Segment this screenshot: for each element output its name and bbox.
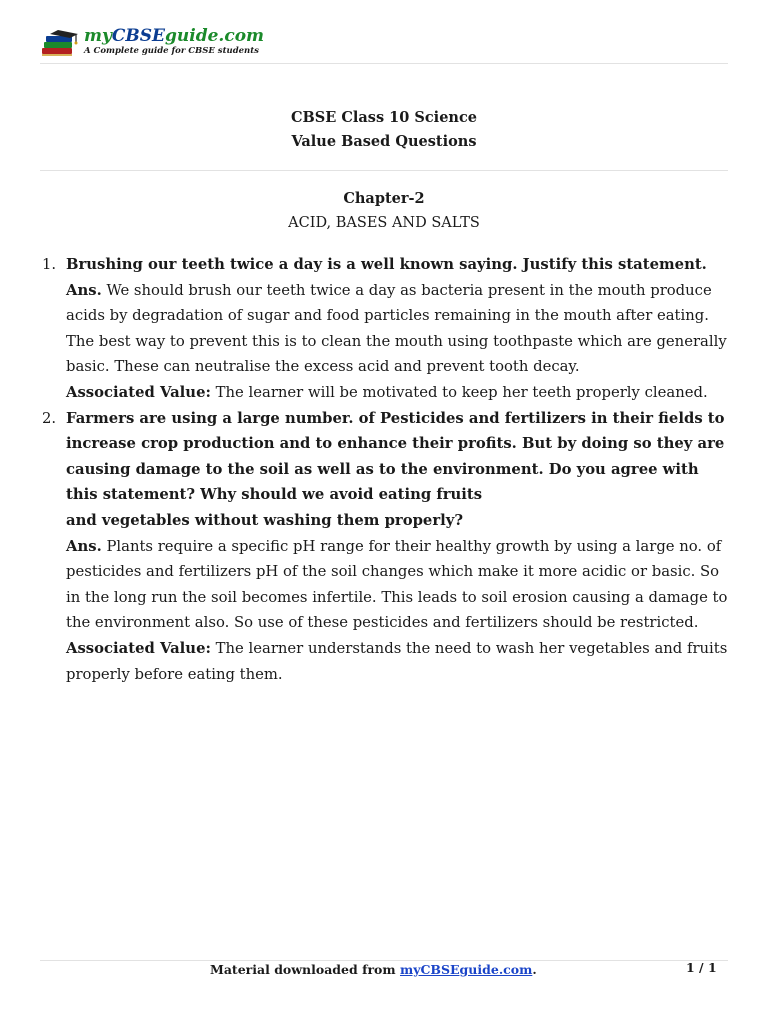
chapter-name: ACID, BASES AND SALTS [288, 215, 480, 231]
question-text: Brushing our teeth twice a day is a well known saying. Justify this statement. [66, 256, 707, 273]
answer-paragraph [66, 278, 728, 380]
question-list [40, 252, 728, 687]
brand-tagline: A Complete guide for CBSE students [84, 46, 259, 56]
title-block [40, 106, 728, 154]
question-item [40, 406, 728, 688]
value-label: Associated Value: [66, 639, 211, 657]
footer-note [210, 962, 537, 977]
value-text: The learner understands the need to wash her vegetables and fruits properly before eating them. [66, 639, 728, 683]
title-divider [40, 170, 728, 171]
question-item [40, 252, 728, 406]
value-label: Associated Value: [66, 383, 211, 401]
brand-part-cbse: CBSE [111, 26, 166, 46]
header-divider [40, 63, 728, 64]
answer-label: Ans. [66, 281, 102, 299]
footer-suffix: . [532, 962, 537, 977]
footer-link[interactable]: myCBSEguide.com [399, 962, 533, 977]
question-number: 1. [42, 256, 57, 273]
site-logo[interactable] [40, 26, 265, 60]
answer-text: Plants require a specific pH range for their healthy growth by using a large no. of pesticides and fertilizers pH of the soil changes which make it more acidic or basic. So in the long run the soil becomes infertile. This leads to soil erosion causing a damage to the environment also. So use of these pesticides and fertilizers should be restricted. [66, 537, 728, 632]
question-text: Farmers are using a large number. of Pesticides and fertilizers in their fields to increase crop production and to enhance their profits. But by doing so they are causing damage to the soil as well as to the environment. Do you agree with this statement? Why should we avoid eating fruits [66, 409, 725, 504]
value-paragraph [66, 380, 728, 406]
question-number: 2. [42, 409, 57, 427]
value-paragraph [66, 636, 728, 687]
page-number: 1 / 1 [686, 960, 717, 975]
answer-label: Ans. [66, 537, 102, 555]
question-text-continued: and vegetables without washing them properly? [66, 511, 464, 529]
document-title: CBSE Class 10 Science [290, 109, 478, 126]
footer-divider [40, 960, 728, 961]
value-text: The learner will be motivated to keep her teeth properly cleaned. [210, 383, 708, 401]
brand-part-my: my [84, 26, 112, 46]
books-logo-icon [40, 28, 82, 58]
answer-paragraph [66, 534, 728, 636]
brand-part-guide: guide.com [165, 26, 265, 46]
chapter-block [40, 187, 728, 235]
document-subtitle: Value Based Questions [291, 133, 477, 150]
answer-text: We should brush our teeth twice a day as bacteria present in the mouth produce acids by degradation of sugar and food particles remaining in the mouth after eating. The best way to prevent this is to clean the mouth using toothpaste which are generally basic. These can neutralise the excess acid and prevent tooth decay. [66, 281, 727, 376]
footer-text: Material downloaded from [210, 962, 400, 977]
chapter-number: Chapter-2 [343, 190, 425, 207]
brand-name [84, 27, 264, 45]
